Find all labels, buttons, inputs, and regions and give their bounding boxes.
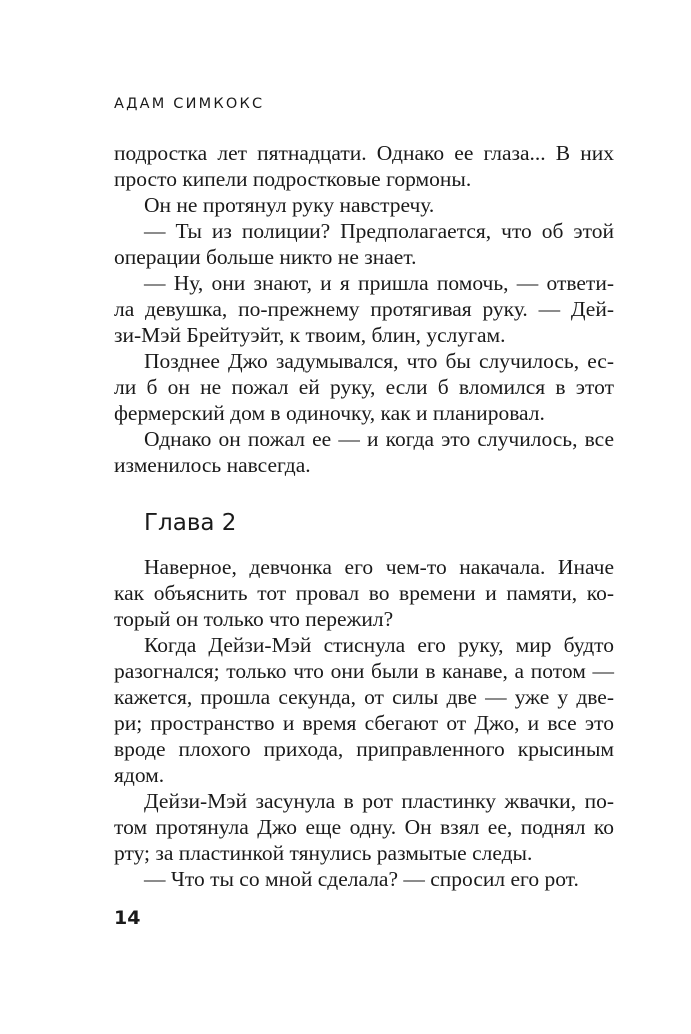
text-line: просто кипели подростковые гормоны.	[114, 167, 472, 191]
text-line: рту; за пластинкой тянулись размытые следы.	[114, 841, 533, 865]
text-line: кажется, прошла секунда, от силы две — уже у две-	[114, 685, 614, 709]
text-line: вроде плохого прихода, приправленного крысиным	[114, 737, 614, 761]
text-line: Когда Дейзи-Мэй стиснула его руку, мир будто	[144, 633, 614, 657]
text-line: Наверное, девчонка его чем-то накачала. Иначе	[144, 555, 614, 579]
text-line: операции больше никто не знает.	[114, 245, 417, 269]
text-line: Он не протянул руку навстречу.	[144, 193, 435, 217]
text-line: — Ты из полиции? Предполагается, что об этой	[144, 219, 614, 243]
text-line: ла девушка, по-прежнему протягивая руку. — Дей-	[114, 297, 614, 321]
text-line: разогнался; только что они были в канаве, а потом —	[114, 659, 614, 683]
text-line: торый он только что пережил?	[114, 607, 394, 631]
text-line: Дейзи-Мэй засунула в рот пластинку жвачки, по-	[144, 789, 614, 813]
text-line: Однако он пожал ее — и когда это случилось, все	[144, 427, 614, 451]
chapter-title: Глава 2	[144, 510, 237, 536]
text-line: фермерский дом в одиночку, как и планировал.	[114, 401, 545, 425]
text-line: — Что ты со мной сделала? — спросил его рот.	[144, 867, 579, 891]
text-line: Позднее Джо задумывался, что бы случилось, ес-	[144, 349, 614, 373]
running-head: АДАМ СИМКОКС	[114, 96, 265, 112]
text-line: зи-Мэй Брейтуэйт, к твоим, блин, услугам.	[114, 323, 506, 347]
text-line: изменилось навсегда.	[114, 453, 311, 477]
text-line: подростка лет пятнадцати. Однако ее глаза... В них	[114, 141, 614, 165]
text-line: ри; пространство и время сбегают от Джо, и все это	[114, 711, 614, 735]
text-block-1	[114, 140, 614, 478]
page-number: 14	[114, 907, 141, 929]
text-block-2	[114, 554, 614, 892]
text-line: — Ну, они знают, и я пришла помочь, — ответи-	[144, 271, 614, 295]
text-line: ядом.	[114, 763, 165, 787]
text-line: как объяснить тот провал во времени и памяти, ко-	[114, 581, 614, 605]
text-line: ли б он не пожал ей руку, если б вломился в этот	[114, 375, 614, 399]
text-line: том протянула Джо еще одну. Он взял ее, поднял ко	[114, 815, 614, 839]
